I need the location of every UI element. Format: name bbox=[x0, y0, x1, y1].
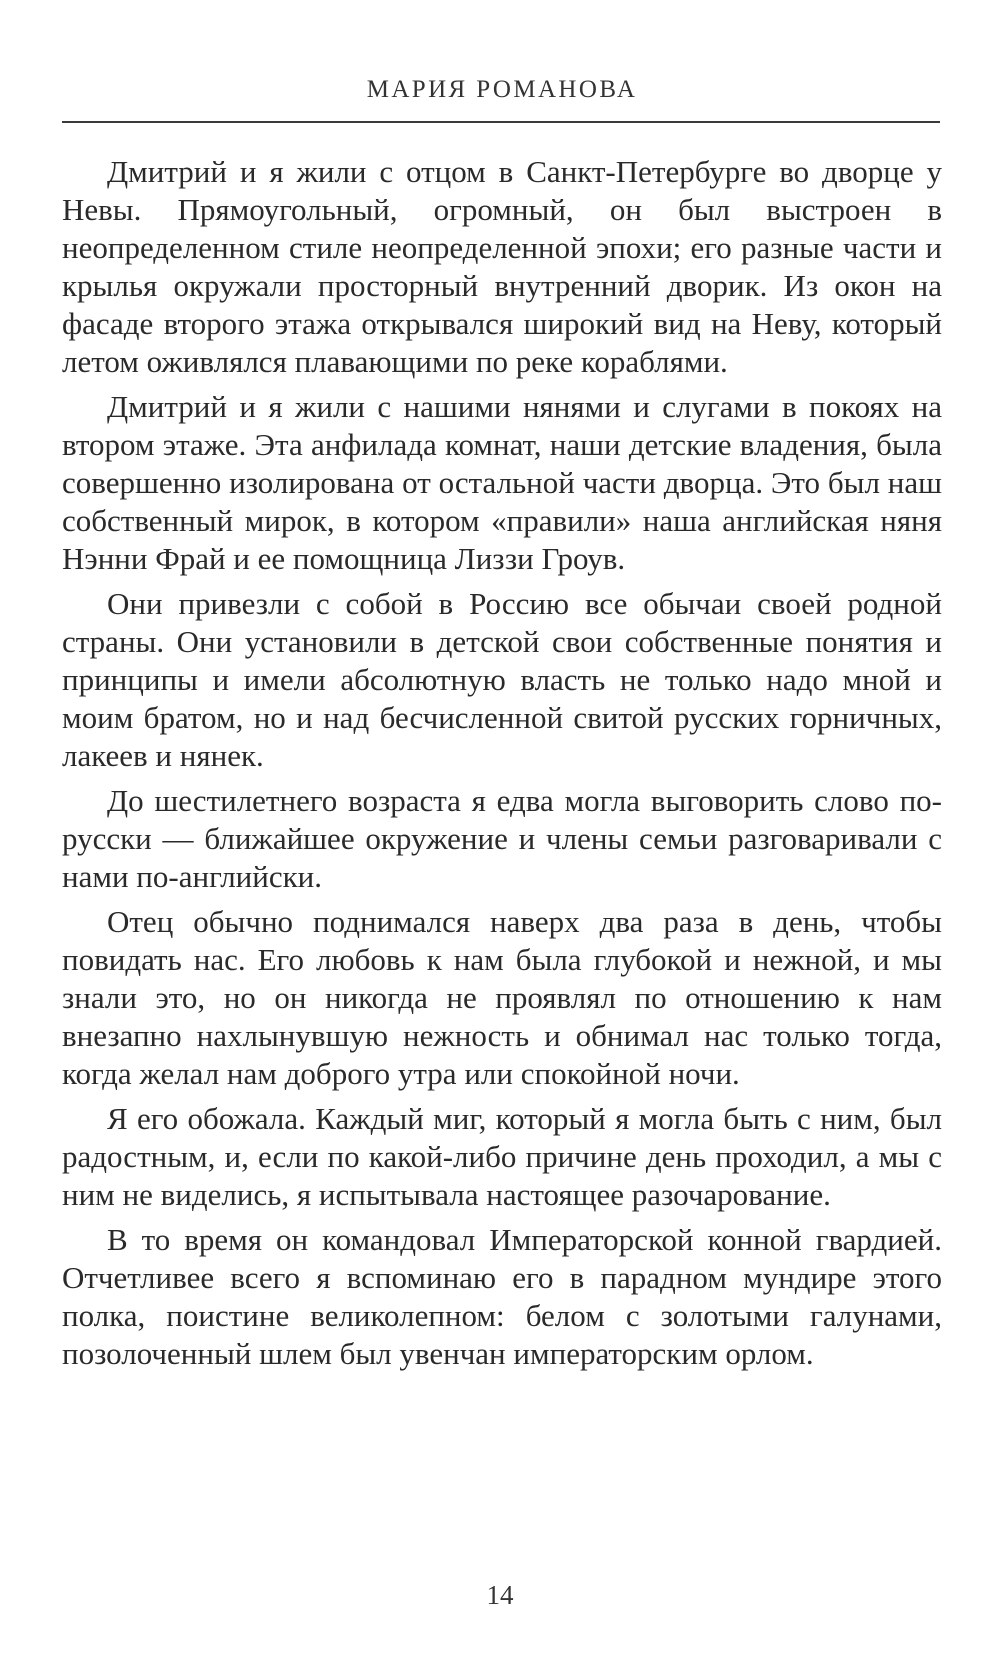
paragraph-3: Они привезли с собой в Россию все обычаи своей родной страны. Они установили в детской свои собственные понятия и принципы и имели абсолютную власть не только надо мной и моим братом, но и над бесчисленной свитой русских горничных, лакеев и нянек. bbox=[62, 586, 942, 773]
paragraph-7: В то время он командовал Императорской конной гвардией. Отчетливее всего я вспоминаю его в парадном мундире этого полка, поистине великолепном: белом с золотыми галунами, позолоченный шлем был увенчан императорским орлом. bbox=[62, 1222, 942, 1371]
body-text bbox=[62, 153, 942, 1380]
paragraph-1: Дмитрий и я жили с отцом в Санкт-Петербурге во дворце у Невы. Прямоугольный, огромный, он был выстроен в неопределенном стиле неопределенной эпохи; его разные части и крылья окружали просторный внутренний дворик. Из окон на фасаде второго этажа открывался широкий вид на Неву, который летом оживлялся плавающими по реке кораблями. bbox=[62, 154, 942, 379]
header-rule bbox=[62, 121, 940, 123]
paragraph-2: Дмитрий и я жили с нашими нянями и слугами в покоях на втором этаже. Эта анфилада комнат, наши детские владения, была совершенно изолирована от остальной части дворца. Это был наш собственный мирок, в котором «правили» наша английская няня Нэнни Фрай и ее помощница Лиззи Гроув. bbox=[62, 389, 942, 576]
paragraph-4: До шестилетнего возраста я едва могла выговорить слово по-русски — ближайшее окружение и члены семьи разговаривали с нами по-английски. bbox=[62, 783, 942, 894]
paragraph-6: Я его обожала. Каждый миг, который я могла быть с ним, был радостным, и, если по какой-либо причине день проходил, а мы с ним не виделись, я испытывала настоящее разочарование. bbox=[62, 1101, 942, 1212]
page-number: 14 bbox=[486, 1580, 514, 1610]
paragraph-5: Отец обычно поднимался наверх два раза в день, чтобы повидать нас. Его любовь к нам была глубокой и нежной, и мы знали это, но он никогда не проявлял по отношению к нам внезапно нахлынувшую нежность и обнимал нас только тогда, когда желал нам доброго утра или спокойной ночи. bbox=[62, 904, 942, 1091]
running-head: МАРИЯ РОМАНОВА bbox=[366, 76, 638, 103]
